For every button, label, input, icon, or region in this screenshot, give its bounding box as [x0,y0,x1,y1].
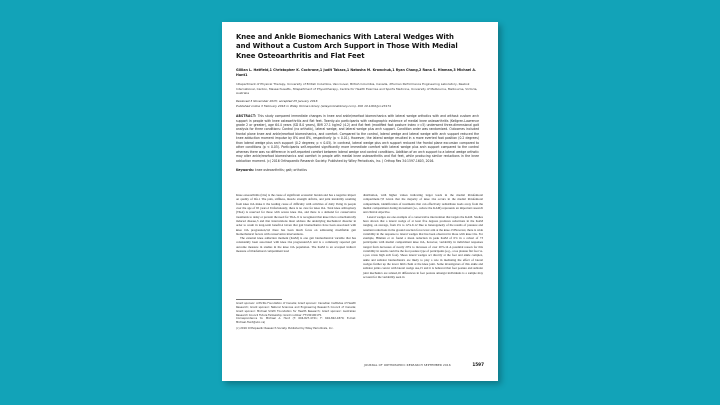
abstract-text: This study compared immediate changes in knee and ankle/rearfoot biomechanics with lateral wedge orthotics with and without custom arch support in people with knee osteoarthritis and flat feet. Twenty-six participants with radiographic evidence of medial knee osteoarthritis (Kellgren-Lawrence grade 2 or greater), age 64.4 years (SD 8.0 years), BMI 27.1 kg/m2 (4.2) and flat feet (modified foot posture index >=5) underwent three-dimensional gait analysis for three conditions: Control (no orthotic), lateral wedge, and lateral wedge plus arch support. Condition order was randomized. Outcomes included frontal plane knee and ankle/rearfoot biomechanics, and comfort. Compared to the control, lateral wedge and lateral wedge with arch support reduced the knee adduction moment impulse by 8% and 8%, respectively (p < 0.01). However, the lateral wedge resulted in a more everted foot position (0.2 degrees) than lateral wedge plus arch support (0.2 degrees; p < 0.05). In contrast, lateral wedge plus arch support reduced the frontal plane excursion compared to other conditions (p < 0.05). Participants self-reported significantly more immediate comfort with lateral wedge plus arch support compared to the control whereas there was no difference in self-reported comfort between lateral wedge and control conditions. Addition of an arch support to a lateral wedge orthotic may alter ankle/rearfoot biomechanics and comfort in people with medial knee osteoarthritis and flat feet, while producing similar reductions in the knee adduction moment. (c) 2016 Orthopaedic Research Society. Published by Wiley Periodicals, Inc. J Orthop Res 34:1597-1603, 2016. [236,114,480,163]
paragraph: Knee osteoarthritis (OA) is the cause of significant economic burden and has a negative impact on quality of life.1 The pain, stiffness, muscle strength deficits, and joint instability resulting from knee OA make it the leading cause of difficulty with activities of daily living in people over the age of 65 years.2 Unfortunately, there is no cure for knee OA. Total knee arthroplasty (TKA) is reserved for those with severe knee OA, and there is a demand for conservative treatments to delay or prevent the need for TKA. It is recognized that knee OA is a mechanically induced disease,3 and that interventions must address the underlying mechanical disorder in order to result in long-term benefit.4 Given that gait biomechanics have been associated with knee OA progression,5,6 there has been much focus on addressing modifiable gait biomechanical factors with conservative interventions. [236,193,356,236]
received-date: Received 3 November 2015; accepted 25 January 2016 [236,99,318,104]
footer-journal-name: JOURNAL OF ORTHOPAEDIC RESEARCH SEPTEMBER 2016 [364,363,451,367]
copyright-line: (c) 2016 Orthopaedic Research Society. Published by Wiley Periodicals, Inc. [236,327,334,331]
publication-dates [236,99,479,108]
footnote-rule [236,299,282,300]
author-affiliations: 1Department of Physical Therapy, University of British Columbia, Vancouver, British Columbia, Canada, 2Human Performance Engineering Laboratory, Reebok International, Canton, Massachusetts, 3Department of Physiotherapy, Centre for Health Exercise and Sports Medicine, University of Melbourne, Melbourne, Victoria, Australia [236,82,478,95]
footer-page-number: 1597 [472,362,484,367]
article-title: Knee and Ankle Biomechanics With Lateral Wedges With and Without a Custom Arch Support in Those With Medial Knee Osteoarthritis and Flat Feet [236,33,458,60]
grant-sponsors: Grant sponsor: Arthritis Foundation of Canada; Grant sponsor: Canadian Institutes of Health Research; Grant sponsor: Natural Sciences and Engineering Research Council of Canada; Grant sponsor: Michael Smith Foundation for Health Research; Grant sponsor: Australian Research Council Future Fellowship; Grant number: FT130100175. [236,302,356,317]
keywords-label: Keywords: [236,168,254,173]
correspondence: Correspondence to: Michael A. Hunt (T: 604-827-4721; F: 604-822-1870; E-mail: Michael.Hunt@ubc.ca) [236,317,356,324]
body-columns [236,193,484,343]
column-left [236,193,356,343]
published-online: Published online 3 February 2016 in Wiley Online Library (wileyonlinelibrary.com). DOI 10.1002/jor.23174 [236,103,392,108]
running-footer [364,362,484,367]
column-right-text [363,193,483,279]
footnote-block [236,299,356,331]
author-list: Gillian L. Hatfield,1 Christopher K. Cochrane,1 Judit Takacs,1 Natasha M. Krowchuk,1 Ryan Chang,2 Rana S. Hinman,3 Michael A. Hunt1 [236,68,477,78]
paragraph: The external knee adduction moment (KAM) is one gait biomechanical variable that has consistently been associated with knee OA progression5,6 and is a commonly reported gait outcome measure in studies in the knee OA population. The KAM is an accepted indirect measure of tibiofemoral compartment load [236,236,356,254]
column-right [363,193,483,343]
keywords-text: knee osteoarthritis; gait; orthotics [254,168,307,173]
paragraph: Lateral wedges are one example of a conservative intervention that targets the KAM. Studies have shown that a lateral wedge of at least five degrees produces reductions in the KAM ranging, on average, from 4% to 12%.9-12 Due to heterogeneity of the results of pressure and resultant reductions in the ground reaction force lever arm at the knee.13 However, there is wide variability in the response to lateral wedges that has been observed in those with knee OA. For example, Hinman et al. found a mean reduction in peak KAM of 6% in a cohort of 73 participants with medial compartment knee OA, however, variability in individual responses ranged from decreases of nearly 20% to increases of over 20%.14 A potential reason for this variability in results could be the foot posture type of participants (e.g., a toe plateau flat foot vs. a pes cavus high arch foot). Shoes lateral wedges act directly at the foot and ankle complex, ankle and subtalar biomechanics are likely to play a role in mediating the effect of lateral wedges further up the lower limb chain at the knee joint. Some investigators of this ankle and subtalar joints concur with lateral wedge use,15 and it is believed that foot posture and subtalar joint mechanics are related,16 differences in foot posture amongst individuals is a sample may account for the variability seen in [363,214,483,279]
page-content-area [236,33,484,370]
journal-article-page [222,22,498,381]
abstract-label: ABSTRACT: [236,114,257,119]
keywords-block [236,168,479,173]
abstract-block [236,114,479,163]
paragraph: distribution, with higher values indicating larger loads in the medial tibiofemoral compartment.7,8 Given that the majority of knee OA occurs in the medial tibiofemoral compartment, identification of treatments that can effectively redistribute loads away from the medial compartment during movement (i.e., reduce the KAM) represents an important research and clinical objective. [363,193,483,215]
column-left-text [236,193,356,253]
